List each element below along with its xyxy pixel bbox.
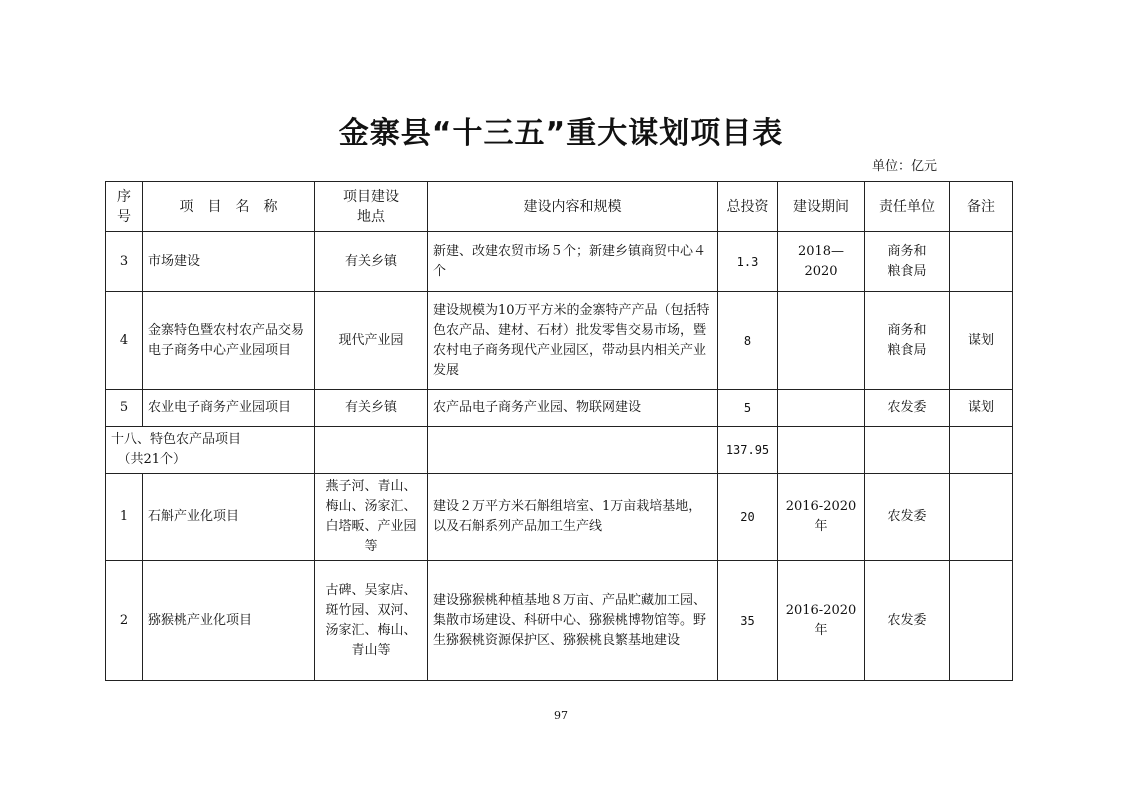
empty-cell xyxy=(778,427,865,474)
row-name: 农业电子商务产业园项目 xyxy=(143,390,315,427)
row-note xyxy=(950,474,1013,561)
row-no: 2 xyxy=(106,561,143,681)
section-row xyxy=(106,427,1013,474)
row-no: 1 xyxy=(106,474,143,561)
row-content: 建设２万平方米石斛组培室、1万亩栽培基地，以及石斛系列产品加工生产线 xyxy=(428,474,718,561)
row-note: 谋划 xyxy=(950,292,1013,390)
row-investment: 1.3 xyxy=(718,232,778,292)
table-row xyxy=(106,292,1013,390)
row-unit: 农发委 xyxy=(865,390,950,427)
table-row xyxy=(106,232,1013,292)
table-row xyxy=(106,474,1013,561)
empty-cell xyxy=(865,427,950,474)
row-location: 有关乡镇 xyxy=(315,232,428,292)
page-title: 金寨县“十三五”重大谋划项目表 xyxy=(338,116,784,151)
row-note xyxy=(950,561,1013,681)
row-name: 石斛产业化项目 xyxy=(143,474,315,561)
col-header-note: 备注 xyxy=(950,182,1013,232)
unit-label: 单位：亿元 xyxy=(872,159,938,174)
col-header-content: 建设内容和规模 xyxy=(428,182,718,232)
row-period: 2016-2020年 xyxy=(778,474,865,561)
row-unit: 农发委 xyxy=(865,561,950,681)
row-location: 古碑、吴家店、斑竹园、双河、汤家汇、梅山、青山等 xyxy=(315,561,428,681)
row-content: 建设规模为10万平方米的金寨特产产品（包括特色农产品、建材、石材）批发零售交易市场，暨农村电子商务现代产业园区，带动县内相关产业发展 xyxy=(428,292,718,390)
col-header-period: 建设期间 xyxy=(778,182,865,232)
row-no: 4 xyxy=(106,292,143,390)
row-no: 5 xyxy=(106,390,143,427)
col-header-location: 项目建设 地点 xyxy=(315,182,428,232)
col-header-investment: 总投资 xyxy=(718,182,778,232)
row-investment: 5 xyxy=(718,390,778,427)
row-unit: 农发委 xyxy=(865,474,950,561)
row-no: 3 xyxy=(106,232,143,292)
table-row xyxy=(106,561,1013,681)
row-unit: 商务和 粮食局 xyxy=(865,292,950,390)
header-row xyxy=(106,182,1013,232)
row-content: 农产品电子商务产业园、物联网建设 xyxy=(428,390,718,427)
section-investment: 137.95 xyxy=(718,427,778,474)
row-content: 新建、改建农贸市场５个；新建乡镇商贸中心４个 xyxy=(428,232,718,292)
row-period: 2018—2020 xyxy=(778,232,865,292)
col-header-name: 项 目 名 称 xyxy=(143,182,315,232)
col-header-no: 序号 xyxy=(106,182,143,232)
row-unit: 商务和 粮食局 xyxy=(865,232,950,292)
row-name: 金寨特色暨农村农产品交易电子商务中心产业园项目 xyxy=(143,292,315,390)
row-investment: 8 xyxy=(718,292,778,390)
row-investment: 35 xyxy=(718,561,778,681)
table-row xyxy=(106,390,1013,427)
row-note xyxy=(950,232,1013,292)
empty-cell xyxy=(950,427,1013,474)
row-period: 2016-2020年 xyxy=(778,561,865,681)
row-name: 市场建设 xyxy=(143,232,315,292)
row-period xyxy=(778,292,865,390)
row-name: 猕猴桃产业化项目 xyxy=(143,561,315,681)
empty-cell xyxy=(428,427,718,474)
col-header-unit: 责任单位 xyxy=(865,182,950,232)
row-period xyxy=(778,390,865,427)
row-location: 现代产业园 xyxy=(315,292,428,390)
row-location: 有关乡镇 xyxy=(315,390,428,427)
page-number: 97 xyxy=(554,709,568,722)
row-note: 谋划 xyxy=(950,390,1013,427)
empty-cell xyxy=(315,427,428,474)
section-name: 十八、特色农产品项目 （共21个） xyxy=(106,427,315,474)
row-location: 燕子河、青山、梅山、汤家汇、白塔畈、产业园等 xyxy=(315,474,428,561)
project-table xyxy=(105,181,1013,681)
row-content: 建设猕猴桃种植基地８万亩、产品贮藏加工园、集散市场建设、科研中心、猕猴桃博物馆等。野生猕猴桃资源保护区、猕猴桃良繁基地建设 xyxy=(428,561,718,681)
row-investment: 20 xyxy=(718,474,778,561)
